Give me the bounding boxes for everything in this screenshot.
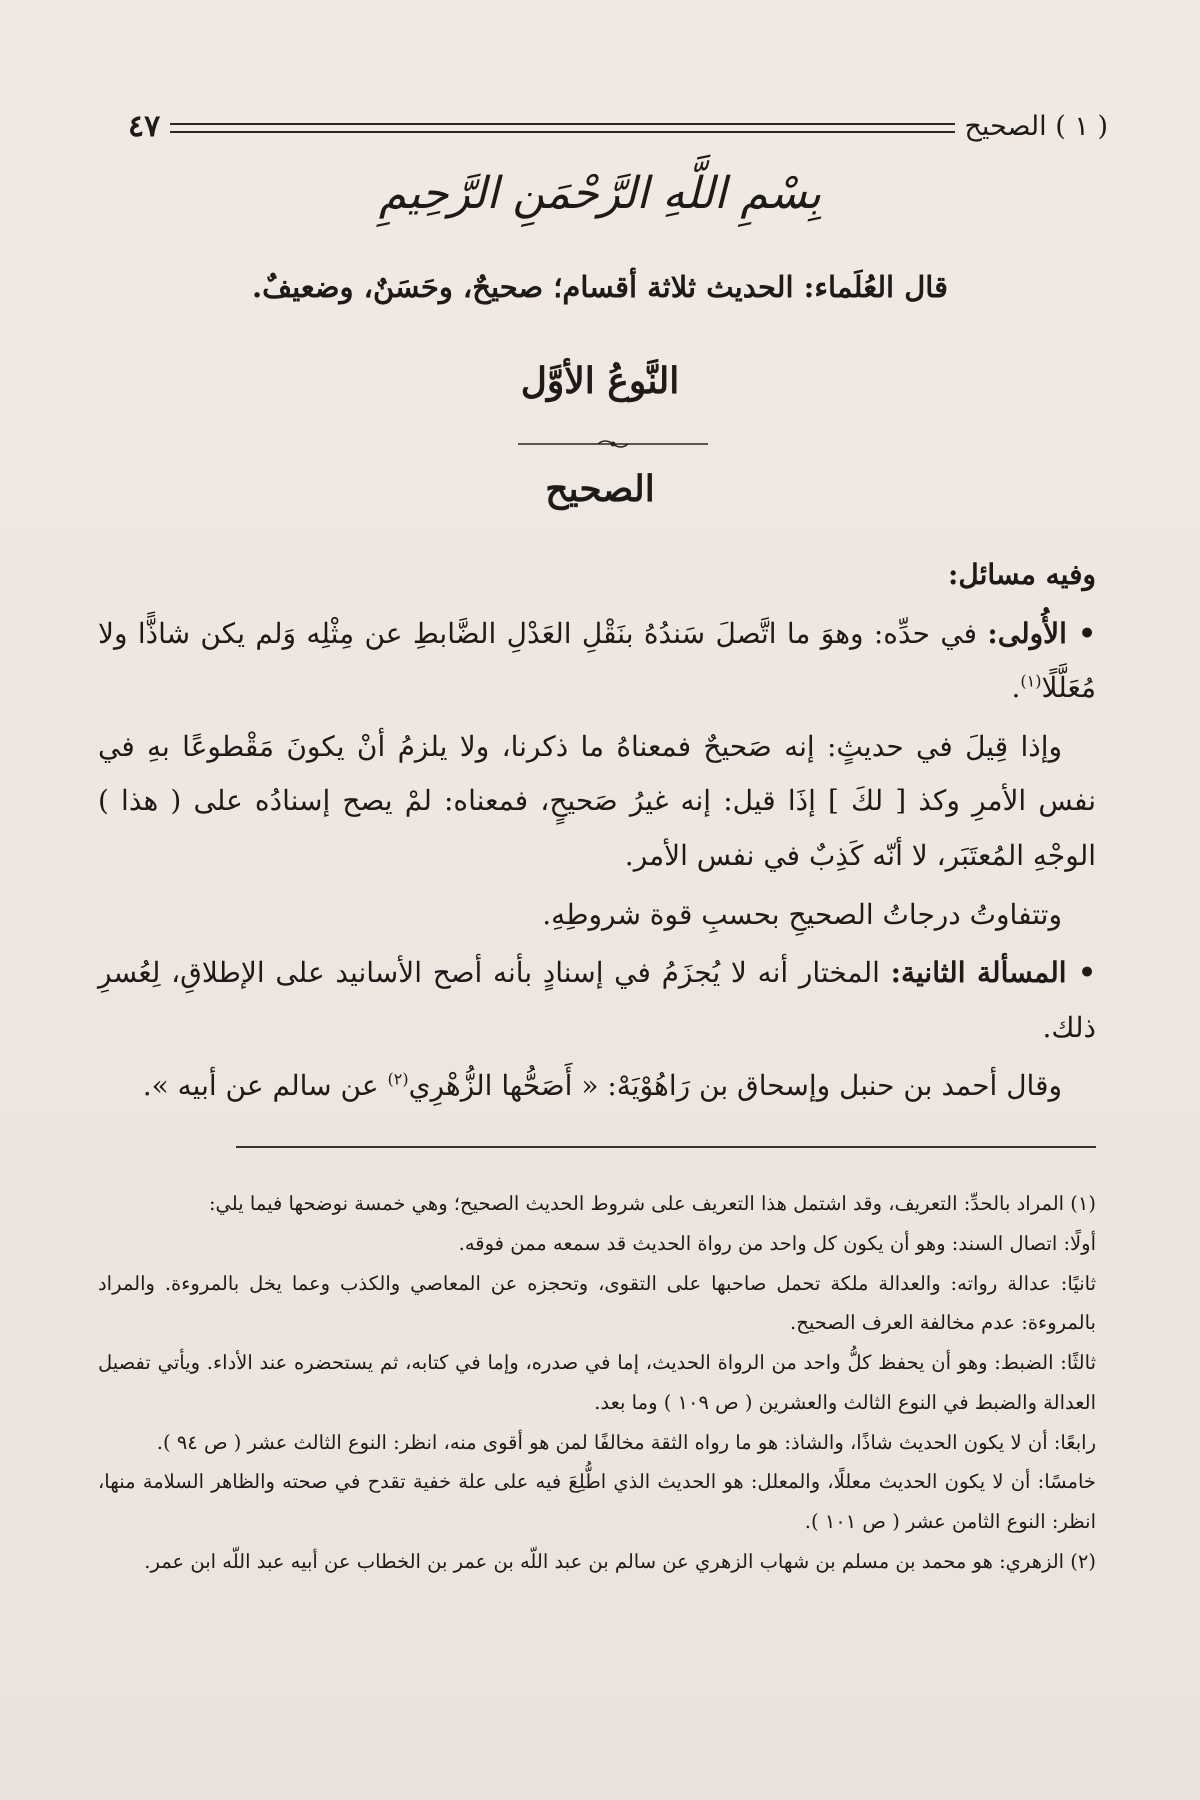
running-header — [128, 104, 1108, 148]
ornament-divider — [518, 438, 708, 450]
issue-second-label: • المسألة الثانية: — [890, 956, 1096, 990]
paragraph-if-said: وإذا قِيلَ في حديثٍ: إنه صَحيحٌ فمعناهُ ما ذكرنا، ولا يلزمُ أنْ يكونَ مَقْطوعًا بهِ في نفس الأمرِ وكذ [ لكَ ] إذَا قيل: إنه غيرُ صَحيحٍ، فمعناه: لمْ يصح إسنادُه على ( هذا ) الوجْهِ المُعتَبَر، لا أنّه كَذِبٌ في نفس الأمر. — [98, 729, 1097, 872]
footnote-ref-1: (١) — [1020, 671, 1042, 691]
footnote-ref-2: (٢) — [387, 1070, 409, 1090]
chapter-title: النَّوعُ الأوَّل — [520, 360, 680, 402]
footnote-divider — [236, 1146, 1096, 1148]
intro-line: قال العُلَماء: الحديث ثلاثة أقسام؛ صحيحٌ، وحَسَنٌ، وضعيفٌ. — [252, 270, 948, 304]
footnotes — [98, 1184, 1096, 1582]
issue-second — [98, 946, 1096, 1055]
paragraph-ahmad — [98, 1059, 1096, 1114]
footnote-item: ثانيًا: عدالة رواته: والعدالة ملكة تحمل صاحبها على التقوى، وتحجزه عن المعاصي والكذب وعما يخل بالمروءة. والمراد بالمروءة: عدم مخالفة العرف الصحيح. — [98, 1271, 1096, 1335]
footnote-item: أولًا: اتصال السند: وهو أن يكون كل واحد من رواة الحديث قد سمعه ممن فوقه. — [458, 1231, 1096, 1255]
issue-first-text: في حدِّه: وهوَ ما اتَّصلَ سَندُهُ بنَقْلِ العَدْلِ الضَّابطِ عن مِثْلِه وَلم يكن شاذًّا ولا مُعَلَّلًا — [98, 616, 1096, 705]
footnote-item: (١) المراد بالحدِّ: التعريف، وقد اشتمل هذا التعريف على شروط الحديث الصحيح؛ وهي خمسة نوضحها فيما يلي: — [208, 1192, 1096, 1215]
footnote-item: ثالثًا: الضبط: وهو أن يحفظ كلُّ واحد من الرواة الحديث، إما في صدره، وإما في كتابه، ثم يستحضره عند الأداء. ويأتي تفصيل العدالة والضبط في النوع الثالث والعشرين ( ص ١٠٩ ) وما بعد. — [98, 1351, 1096, 1414]
issue-first-label: • الأُولى: — [987, 616, 1096, 650]
paragraph-degrees: وتتفاوتُ درجاتُ الصحيحِ بحسبِ قوة شروطِهِ. — [542, 897, 1062, 931]
footnote-item: رابعًا: أن لا يكون الحديث شاذًا، والشاذ: هو ما رواه الثقة مخالفًا لمن هو أقوى منه، انظر: النوع الثالث عشر ( ص ٩٤ ). — [156, 1430, 1096, 1454]
header-rule — [170, 123, 954, 133]
issue-second-text: المختار أنه لا يُجزَمُ في إسنادٍ بأنه أصح الأسانيد على الإطلاقِ، لِعُسرِ ذلك. — [98, 956, 1096, 1044]
issue-first-end: . — [1011, 671, 1021, 705]
page-number: ٤٧ — [128, 108, 161, 144]
chapter-subtitle: الصحيح — [545, 468, 655, 510]
issues-heading: وفيه مسائل: — [948, 558, 1096, 591]
issue-first — [98, 607, 1096, 716]
paragraph-ahmad-text: وقال أحمد بن حنبل وإسحاق بن رَاهُوْيَهْ: « أَصَحُّها الزُّهْرِي — [408, 1069, 1062, 1103]
footnote-item: (٢) الزهري: هو محمد بن مسلم بن شهاب الزهري عن سالم بن عبد اللّه بن عمر بن الخطاب عن أبيه عبد اللّه ابن عمر. — [144, 1549, 1096, 1573]
header-title: ( ١ ) الصحيح — [964, 110, 1108, 142]
paragraph-ahmad-end: عن سالم عن أبيه ». — [142, 1069, 388, 1103]
basmala: بِسْمِ اللَّهِ الرَّحْمَنِ الرَّحِيمِ — [378, 168, 822, 219]
footnote-item: خامسًا: أن لا يكون الحديث معللًا، والمعلل: هو الحديث الذي اطُّلِعَ فيه على علة خفية تقدح في صحته والظاهر السلامة منها، انظر: النوع الثامن عشر ( ص ١٠١ ). — [98, 1470, 1096, 1534]
main-text — [98, 548, 1096, 1118]
